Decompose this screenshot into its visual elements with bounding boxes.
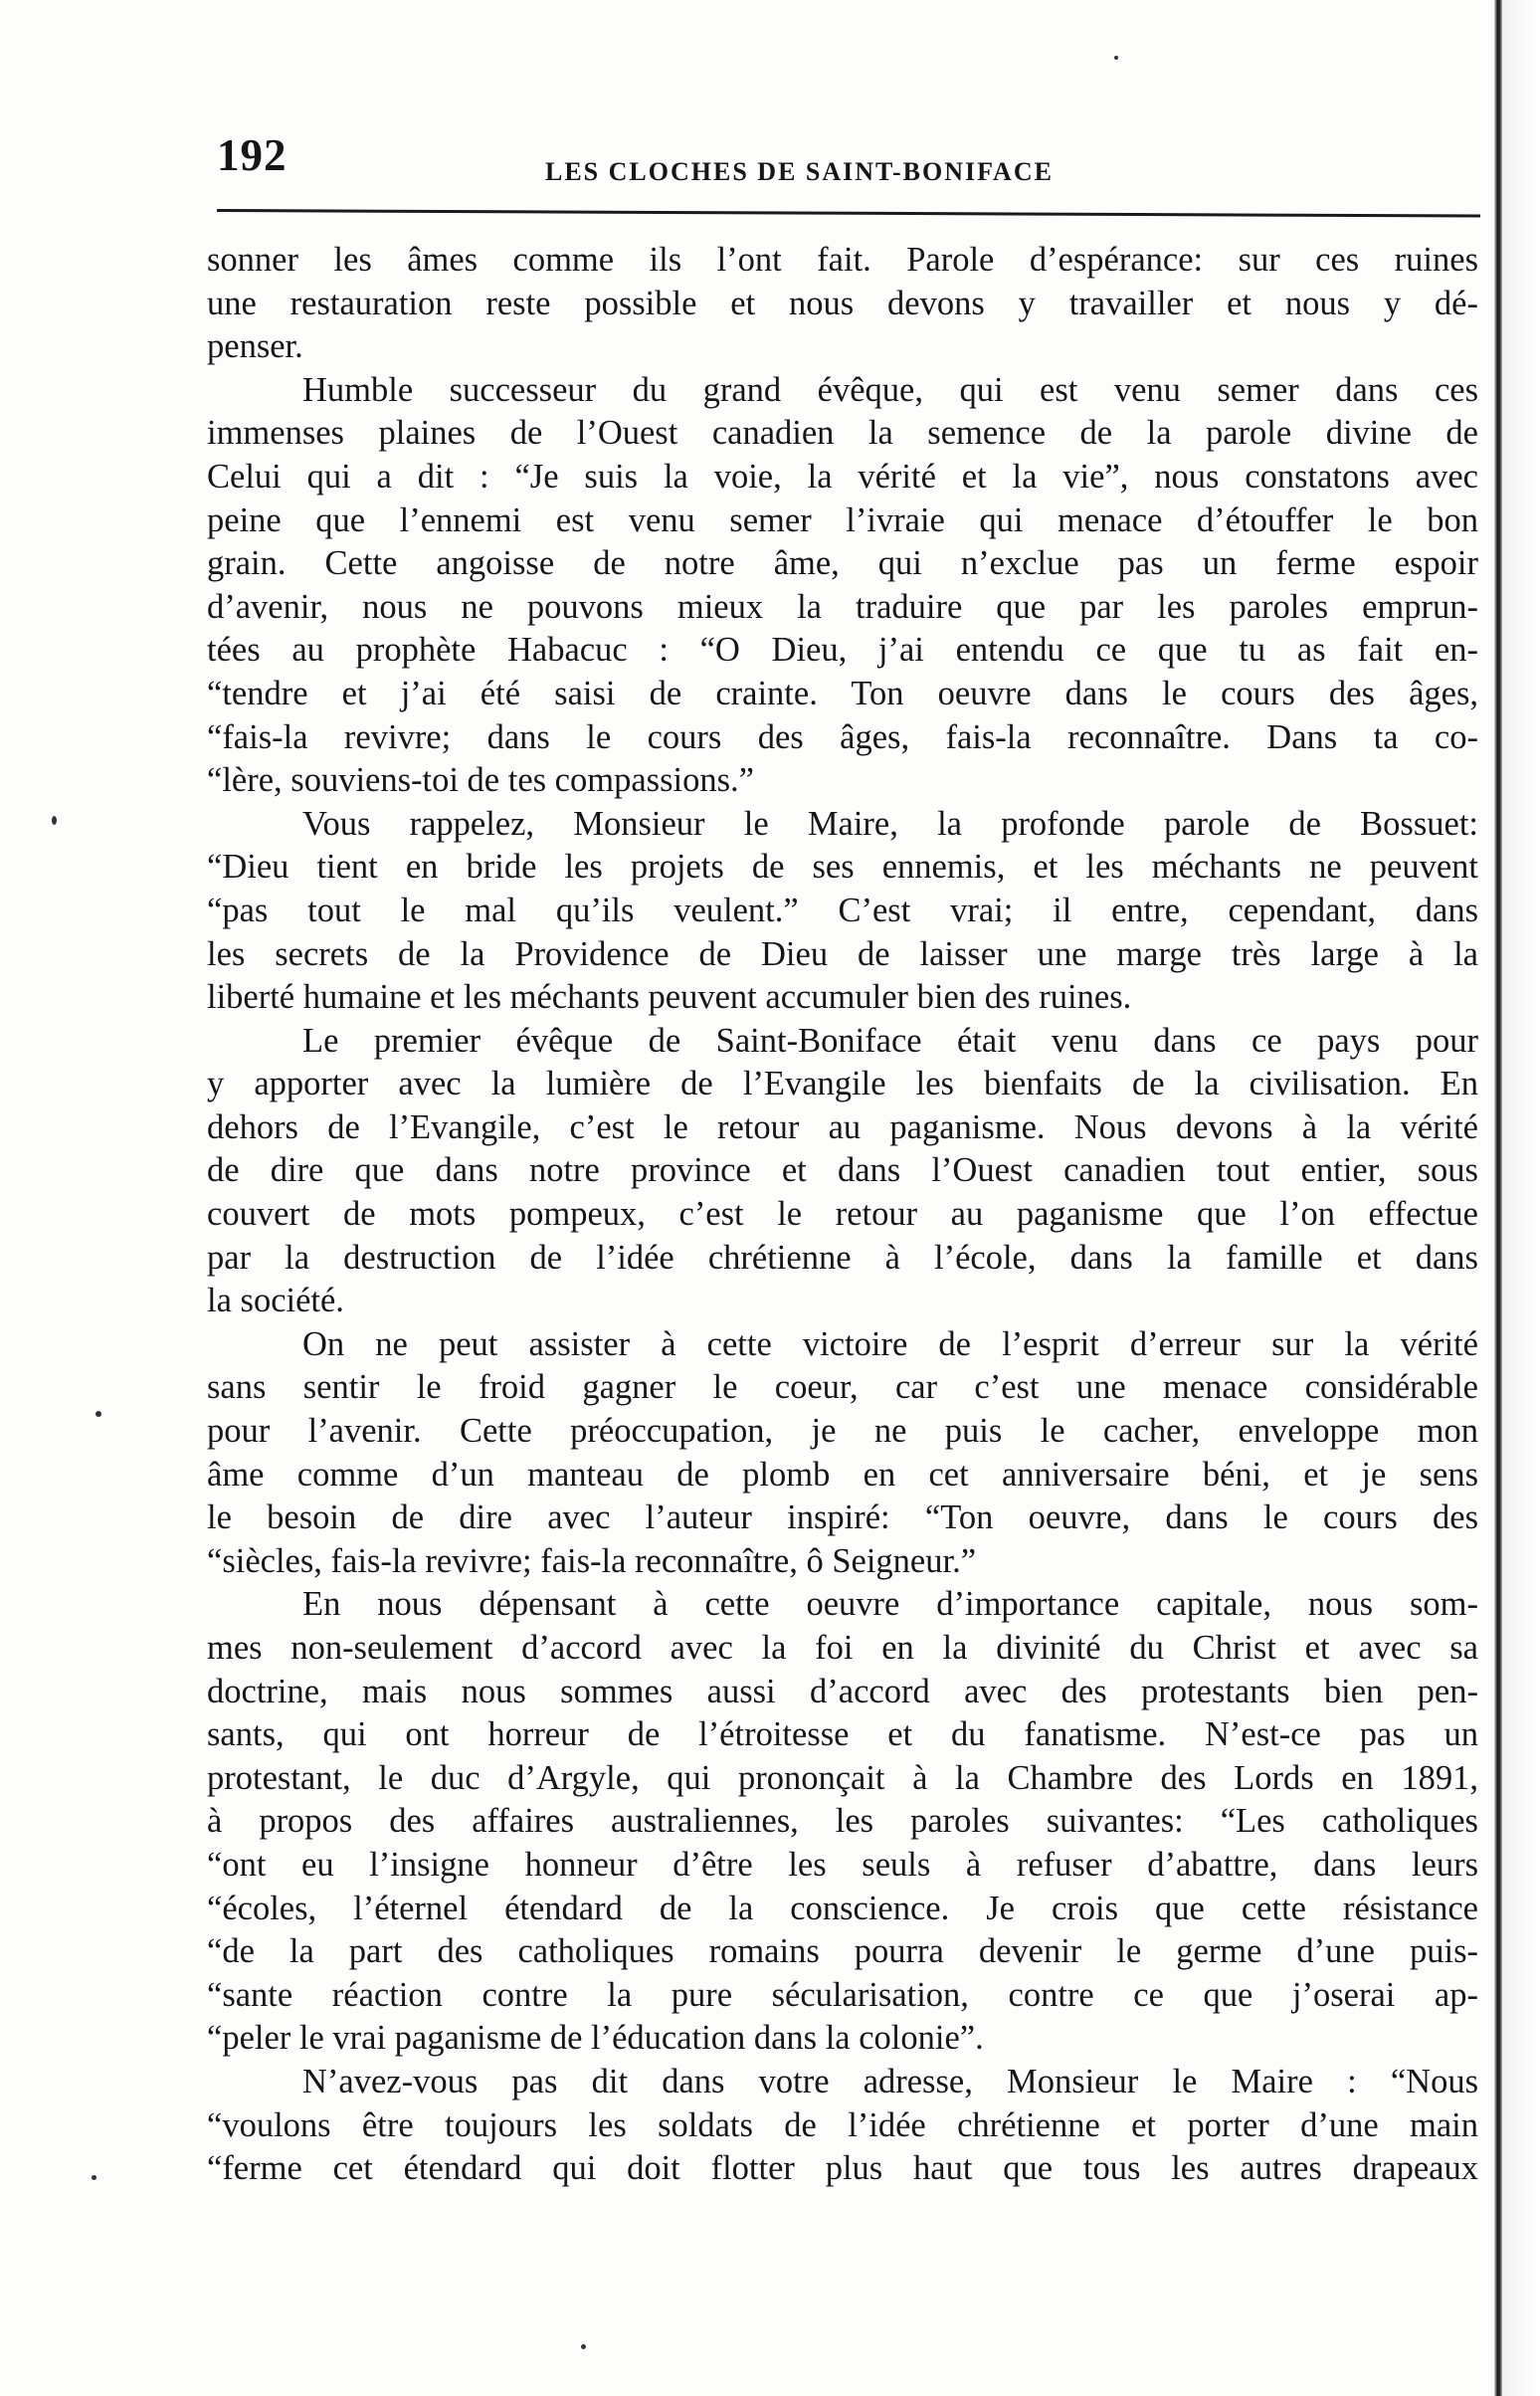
text-line: Humble successeur du grand évêque, qui est venu semer dans ces [302, 370, 1478, 409]
text-line: “sante réaction contre la pure sécularisation, contre ce que j’oserai ap- [207, 1975, 1478, 2014]
text-line: “lère, souviens-toi de tes compassions.” [207, 761, 754, 800]
ink-speck [96, 1411, 101, 1417]
ink-speck [581, 2344, 586, 2349]
text-line: “de la part des catholiques romains pourra devenir le germe d’une puis- [207, 1932, 1478, 1971]
text-line: “ferme cet étendard qui doit flotter plus haut que tous les autres drapeaux [207, 2149, 1478, 2188]
page-gutter-shadow [1502, 0, 1540, 2396]
text-line: y apporter avec la lumière de l’Evangile les bienfaits de la civilisation. En [207, 1065, 1478, 1103]
text-line: âme comme d’un manteau de plomb en cet anniversaire béni, et je sens [207, 1455, 1478, 1494]
text-line: “peler le vrai paganisme de l’éducation dans la colonie”. [207, 2019, 984, 2058]
text-line: dehors de l’Evangile, c’est le retour au paganisme. Nous devons à la vérité [207, 1107, 1478, 1146]
text-line: “pas tout le mal qu’ils veulent.” C’est vrai; il entre, cependant, dans [207, 891, 1478, 929]
header-rule [217, 209, 1480, 218]
text-line: sans sentir le froid gagner le coeur, car c’est une menace considérable [207, 1368, 1478, 1407]
text-line: penser. [207, 327, 303, 366]
text-line: tées au prophète Habacuc : “O Dieu, j’ai entendu ce que tu as fait en- [207, 631, 1478, 670]
text-line: “siècles, fais-la revivre; fais-la reconnaître, ô Seigneur.” [207, 1541, 977, 1580]
text-line: les secrets de la Providence de Dieu de laisser une marge très large à la [207, 934, 1478, 973]
ink-speck [52, 816, 57, 825]
text-line: On ne peut assister à cette victoire de l’esprit d’erreur sur la vérité [302, 1324, 1478, 1363]
text-line: couvert de mots pompeux, c’est le retour au paganisme que l’on effectue [207, 1195, 1478, 1234]
text-line: une restauration reste possible et nous devons y travailler et nous y dé- [207, 284, 1478, 322]
text-line: d’avenir, nous ne pouvons mieux la traduire que par les paroles emprun- [207, 587, 1478, 626]
text-line: Vous rappelez, Monsieur le Maire, la profonde parole de Bossuet: [302, 804, 1478, 843]
running-title: LES CLOCHES DE SAINT-BONIFACE [545, 157, 1054, 186]
body-text [207, 239, 1478, 2191]
text-line: Celui qui a dit : “Je suis la voie, la vérité et la vie”, nous constatons avec [207, 457, 1478, 496]
text-line: grain. Cette angoisse de notre âme, qui n’exclue pas un ferme espoir [207, 544, 1478, 583]
text-line: par la destruction de l’idée chrétienne à l’école, dans la famille et dans [207, 1238, 1478, 1277]
text-line: le besoin de dire avec l’auteur inspiré: “Ton oeuvre, dans le cours des [207, 1498, 1478, 1537]
text-line: immenses plaines de l’Ouest canadien la semence de la parole divine de [207, 414, 1478, 453]
text-line: sants, qui ont horreur de l’étroitesse et du fanatisme. N’est-ce pas un [207, 1715, 1478, 1754]
text-line: à propos des affaires australiennes, les paroles suivantes: “Les catholiques [207, 1802, 1478, 1841]
text-line: “ont eu l’insigne honneur d’être les seuls à refuser d’abattre, dans leurs [207, 1845, 1478, 1884]
text-line: “fais-la revivre; dans le cours des âges, fais-la reconnaître. Dans ta co- [207, 717, 1478, 756]
text-line: protestant, le duc d’Argyle, qui prononçait à la Chambre des Lords en 1891, [207, 1758, 1478, 1797]
text-line: “tendre et j’ai été saisi de crainte. Ton oeuvre dans le cours des âges, [207, 674, 1478, 712]
text-line: de dire que dans notre province et dans l’Ouest canadien tout entier, sous [207, 1151, 1478, 1190]
ink-speck [92, 2175, 96, 2180]
text-line: sonner les âmes comme ils l’ont fait. Parole d’espérance: sur ces ruines [207, 241, 1478, 279]
text-line: Le premier évêque de Saint-Boniface était venu dans ce pays pour [302, 1021, 1478, 1060]
text-line: “voulons être toujours les soldats de l’idée chrétienne et porter d’une main [207, 2105, 1478, 2144]
page-number: 192 [217, 130, 288, 180]
text-line: En nous dépensant à cette oeuvre d’importance capitale, nous som- [302, 1585, 1478, 1624]
text-line: “écoles, l’éternel étendard de la conscience. Je crois que cette résistance [207, 1889, 1478, 1927]
text-line: pour l’avenir. Cette préoccupation, je ne puis le cacher, enveloppe mon [207, 1412, 1478, 1451]
page-binding-edge [1494, 0, 1502, 2396]
text-line: mes non-seulement d’accord avec la foi en la divinité du Christ et avec sa [207, 1629, 1478, 1667]
page-header [217, 127, 1480, 197]
text-line: doctrine, mais nous sommes aussi d’accord avec des protestants bien pen- [207, 1672, 1478, 1710]
text-line: peine que l’ennemi est venu semer l’ivraie qui menace d’étouffer le bon [207, 500, 1478, 539]
text-line: “Dieu tient en bride les projets de ses ennemis, et les méchants ne peuvent [207, 848, 1478, 887]
text-line: N’avez-vous pas dit dans votre adresse, Monsieur le Maire : “Nous [302, 2062, 1478, 2100]
text-line: la société. [207, 1282, 344, 1320]
text-line: liberté humaine et les méchants peuvent accumuler bien des ruines. [207, 978, 1132, 1017]
ink-speck [1114, 56, 1118, 60]
